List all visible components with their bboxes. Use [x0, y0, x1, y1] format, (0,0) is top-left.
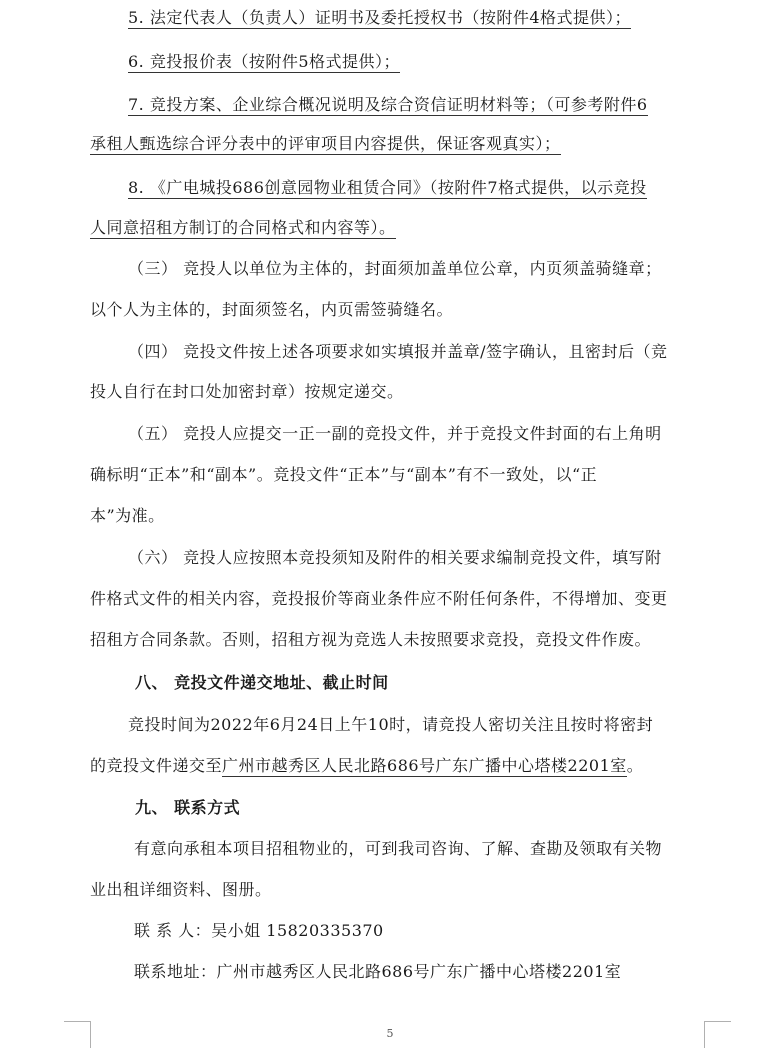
- paragraph-3-line-1: （三） 竞投人以单位为主体的，封面须加盖单位公章，内页须盖骑缝章；: [128, 259, 662, 278]
- section-8-line-1: 竞投时间为2022年6月24日上午10时，请竞投人密切关注且按时将密封: [128, 715, 654, 734]
- margin-corner-mark-right: [704, 1021, 731, 1048]
- paragraph-6-line-3: 招租方合同条款。否则，招租方视为竞选人未按照要求竞投，竞投文件作废。: [90, 630, 652, 649]
- contact-person: 联 系 人：吴小姐 15820335370: [134, 921, 384, 940]
- section-8-heading: 八、 竞投文件递交地址、截止时间: [135, 673, 389, 692]
- list-item-6-text: 6. 竞投报价表（按附件5格式提供）；: [128, 52, 401, 71]
- paragraph-6-line-1: （六） 竞投人应按照本竞投须知及附件的相关要求编制竞投文件，填写附: [128, 548, 662, 567]
- paragraph-6-line-2: 件格式文件的相关内容，竞投报价等商业条件应不附任何条件，不得增加、变更: [90, 589, 668, 608]
- list-item-8-text-1: 8. 《广电城投686创意园物业租赁合同》（按附件7格式提供，以示竞投: [128, 178, 647, 197]
- section-8-line-2: [90, 755, 643, 777]
- list-item-6: [128, 51, 400, 73]
- list-item-8-line-1: [128, 177, 647, 199]
- list-item-7-line-1: [128, 94, 648, 116]
- section-8-line-2-prefix: 的竞投文件递交至: [90, 756, 223, 775]
- section-9-heading: 九、 联系方式: [135, 798, 241, 817]
- paragraph-5-line-3: 本”为准。: [90, 506, 165, 525]
- margin-corner-mark-left: [64, 1021, 91, 1048]
- list-item-8-text-2: 人同意招租方制订的合同格式和内容等）。: [90, 218, 396, 237]
- paragraph-4-line-2: 投人自行在封口处加密封章）按规定递交。: [90, 382, 404, 401]
- section-9-line-1: 有意向承租本项目招租物业的，可到我司咨询、了解、查勘及领取有关物: [134, 839, 663, 858]
- list-item-5: [128, 7, 631, 29]
- contact-address: 联系地址：广州市越秀区人民北路686号广东广播中心塔楼2201室: [134, 962, 622, 981]
- list-item-7-text-1: 7. 竞投方案、企业综合概况说明及综合资信证明材料等；（可参考附件6: [128, 95, 648, 114]
- list-item-8-line-2: [90, 217, 396, 239]
- list-item-7-text-2: 承租人甄选综合评分表中的评审项目内容提供，保证客观真实）；: [90, 134, 561, 153]
- section-9-line-2: 业出租详细资料、图册。: [90, 880, 272, 899]
- paragraph-3-line-2: 以个人为主体的，封面须签名，内页需签骑缝名。: [90, 300, 454, 319]
- paragraph-5-line-1: （五） 竞投人应提交一正一副的竞投文件，并于竞投文件封面的右上角明: [128, 424, 662, 443]
- page-number: 5: [386, 1027, 394, 1040]
- submission-address: 广州市越秀区人民北路686号广东广播中心塔楼2201室: [222, 756, 627, 775]
- paragraph-4-line-1: （四） 竞投文件按上述各项要求如实填报并盖章/签字确认，且密封后（竞: [128, 342, 668, 361]
- list-item-7-line-2: [90, 133, 561, 155]
- paragraph-5-line-2: 确标明“正本”和“副本”。竞投文件“正本”与“副本”有不一致处，以“正: [90, 465, 598, 484]
- list-item-5-text: 5. 法定代表人（负责人）证明书及委托授权书（按附件4格式提供）；: [128, 8, 632, 27]
- section-8-line-2-suffix: 。: [626, 756, 644, 775]
